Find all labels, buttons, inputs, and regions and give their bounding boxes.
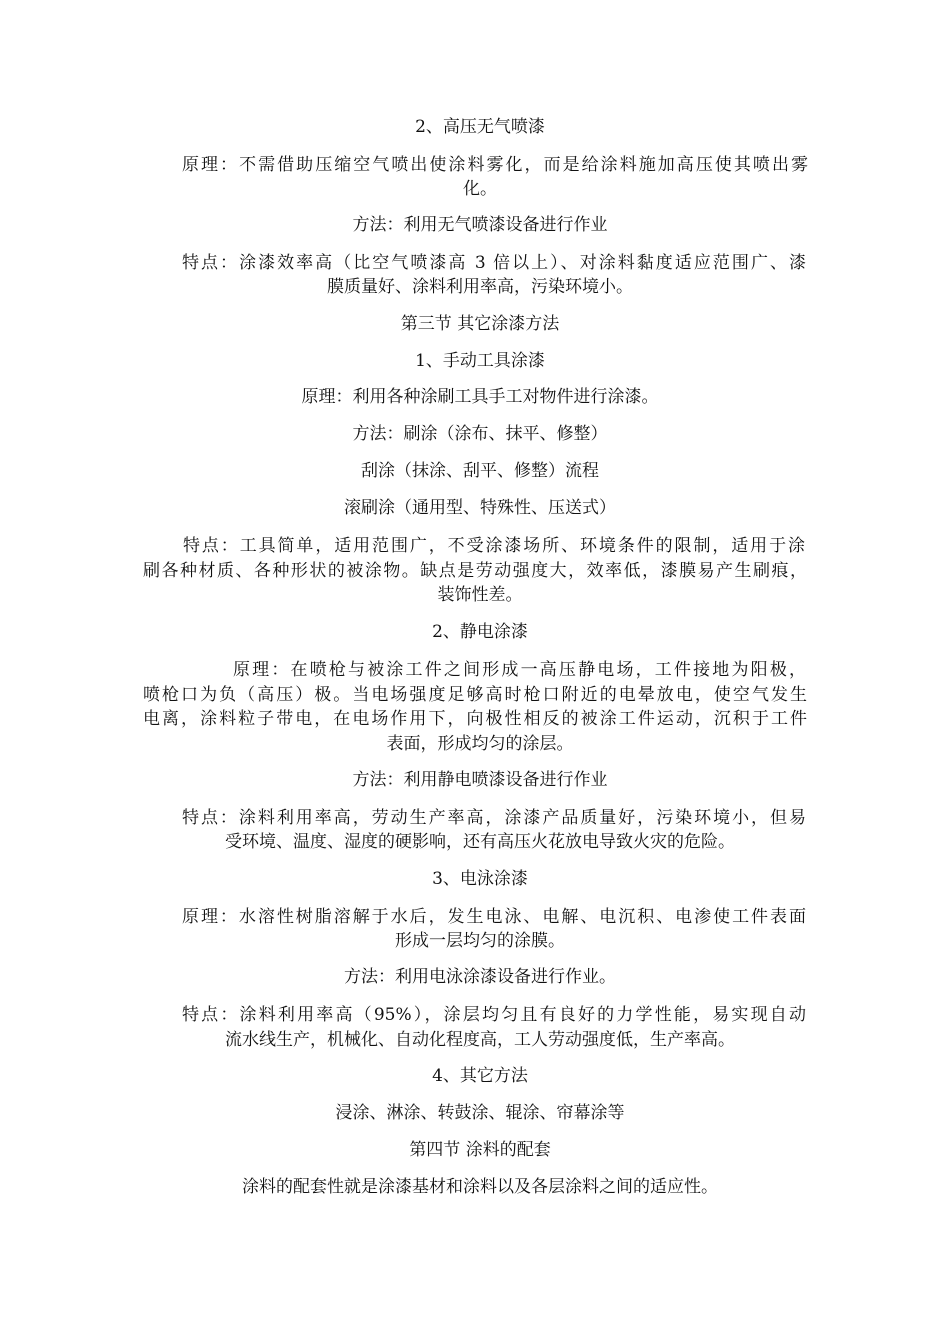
paragraph-line: 形成一层均匀的涂膜。 xyxy=(395,931,565,951)
section-heading: 2、高压无气喷漆 xyxy=(415,117,545,137)
paragraph-line: 原理：利用各种涂刷工具手工对物件进行涂漆。 xyxy=(301,387,659,407)
section-heading: 2、静电涂漆 xyxy=(432,622,528,642)
paragraph-line: 受环境、温度、湿度的硬影响，还有高压火花放电导致火灾的危险。 xyxy=(225,832,735,852)
paragraph-line: 膜质量好、涂料利用率高，污染环境小。 xyxy=(327,277,633,297)
paragraph-line: 刮涂（抹涂、刮平、修整）流程 xyxy=(361,461,599,481)
section-heading: 4、其它方法 xyxy=(432,1066,528,1086)
paragraph-line: 方法：利用无气喷漆设备进行作业 xyxy=(352,215,608,235)
paragraph-line: 装饰性差。 xyxy=(437,585,523,605)
paragraph-line: 特点：涂料利用率高，劳动生产率高，涂漆产品质量好，污染环境小，但易 xyxy=(182,808,806,828)
paragraph-line: 方法：利用静电喷漆设备进行作业 xyxy=(352,770,608,790)
paragraph-line: 特点：工具简单，适用范围广，不受涂漆场所、环境条件的限制，适用于涂 xyxy=(183,536,805,556)
paragraph-line: 方法：刷涂（涂布、抹平、修整） xyxy=(352,424,608,444)
paragraph-line: 浸涂、淋涂、转鼓涂、辊涂、帘幕涂等 xyxy=(335,1103,625,1123)
paragraph-line: 表面，形成均匀的涂层。 xyxy=(386,734,574,754)
paragraph-line: 流水线生产，机械化、自动化程度高，工人劳动强度低，生产率高。 xyxy=(225,1030,735,1050)
paragraph-line: 刷各种材质、各种形状的被涂物。缺点是劳动强度大，效率低，漆膜易产生刷痕， xyxy=(143,561,807,581)
paragraph-line: 涂料的配套性就是涂漆基材和涂料以及各层涂料之间的适应性。 xyxy=(242,1177,718,1197)
paragraph-line: 滚刷涂（通用型、特殊性、压送式） xyxy=(344,498,616,518)
paragraph-line: 喷枪口为负（高压）极。当电场强度足够高时枪口附近的电晕放电，使空气发生 xyxy=(143,685,807,705)
paragraph-line: 特点：涂料利用率高（95%），涂层均匀且有良好的力学性能，易实现自动 xyxy=(182,1005,806,1025)
section-title: 第三节 其它涂漆方法 xyxy=(400,314,560,334)
paragraph-line: 化。 xyxy=(463,179,497,199)
paragraph-line: 电离，涂料粒子带电，在电场作用下，向极性相反的被涂工件运动，沉积于工件 xyxy=(143,709,807,729)
section-heading: 3、电泳涂漆 xyxy=(432,869,528,889)
section-heading: 1、手动工具涂漆 xyxy=(415,351,545,371)
section-title: 第四节 涂料的配套 xyxy=(409,1140,551,1160)
paragraph-line: 原理：不需借助压缩空气喷出使涂料雾化，而是给涂料施加高压使其喷出雾 xyxy=(182,155,808,175)
paragraph-line: 特点：涂漆效率高（比空气喷漆高 3 倍以上）、对涂料黏度适应范围广、漆 xyxy=(182,253,806,273)
paragraph-line: 原理：在喷枪与被涂工件之间形成一高压静电场，工件接地为阳极， xyxy=(233,660,806,680)
paragraph-line: 方法：利用电泳涂漆设备进行作业。 xyxy=(344,967,616,987)
paragraph-line: 原理：水溶性树脂溶解于水后，发生电泳、电解、电沉积、电渗使工件表面 xyxy=(182,907,806,927)
